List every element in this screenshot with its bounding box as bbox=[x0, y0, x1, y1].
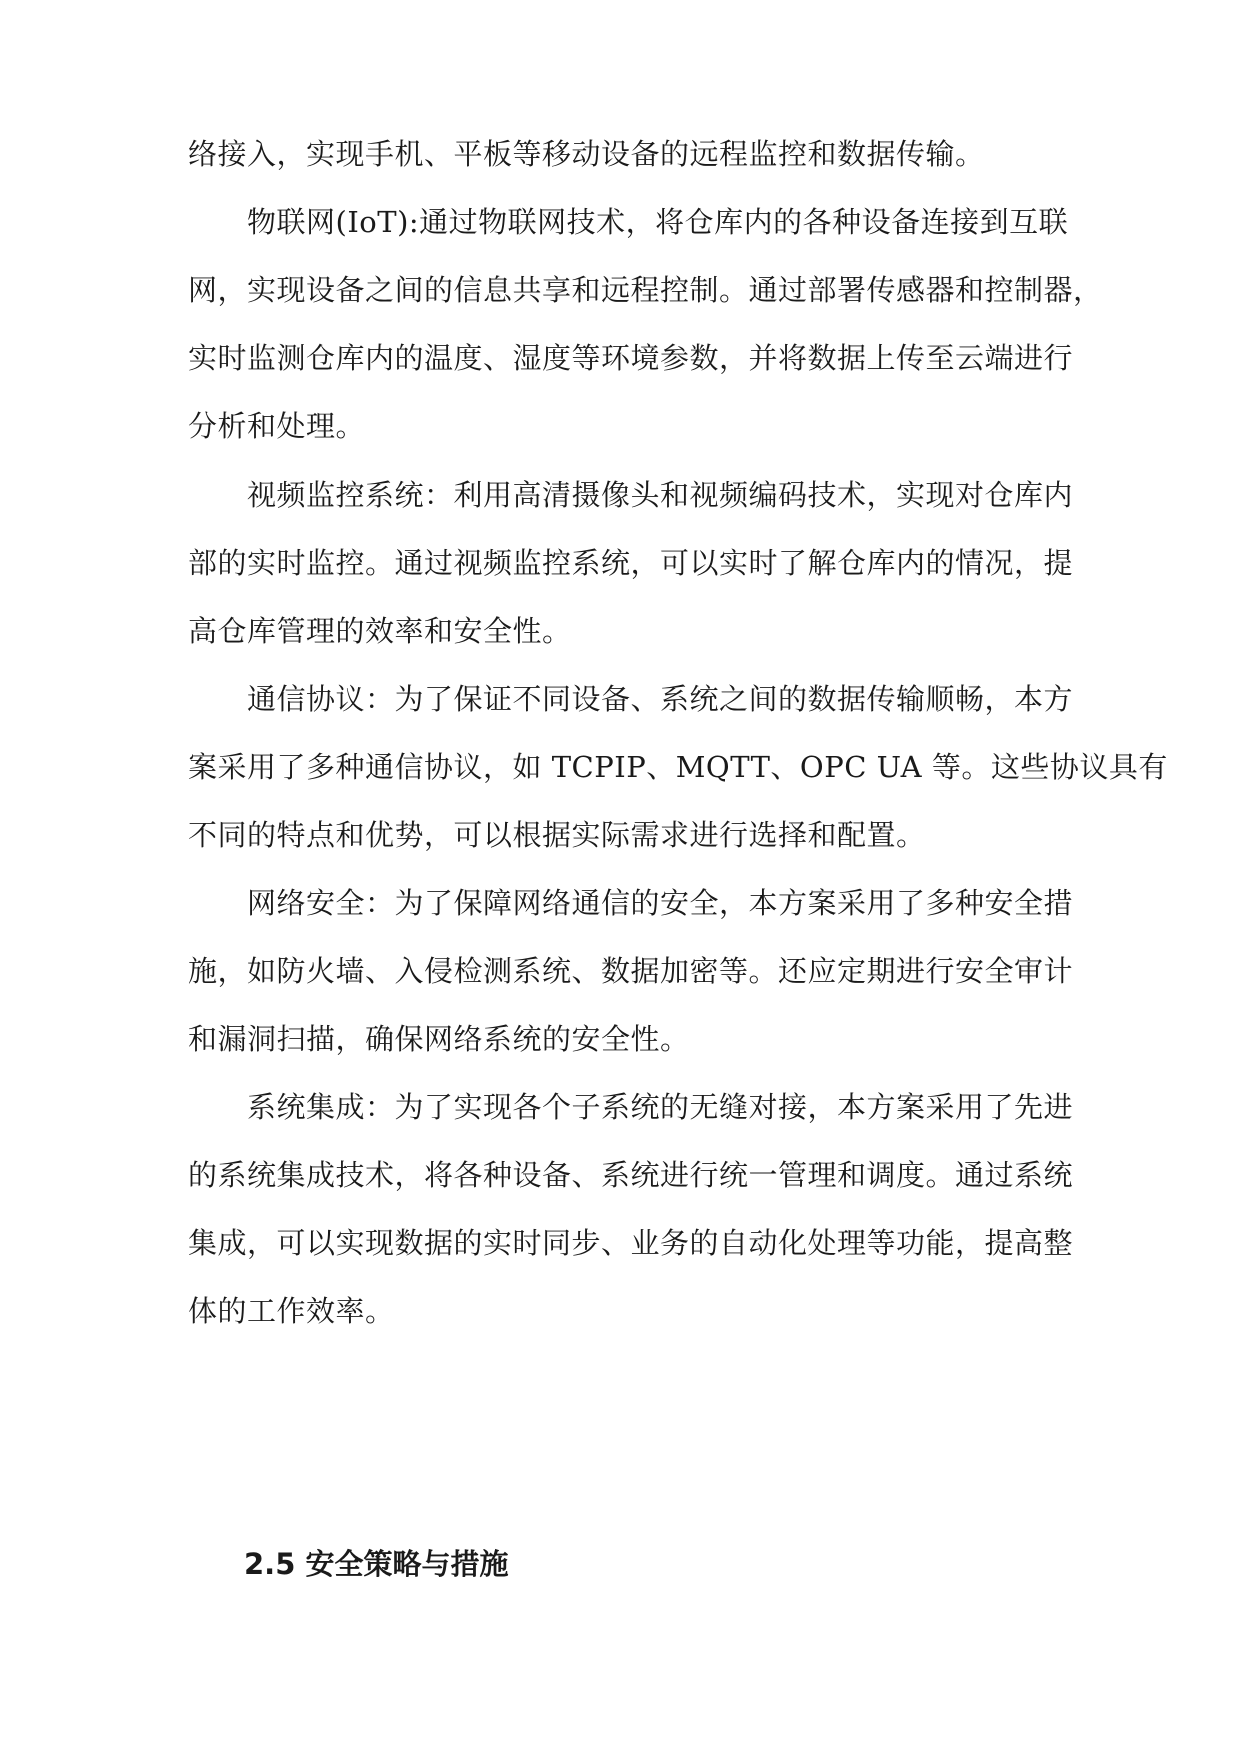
paragraph-line: 不同的特点和优势，可以根据实际需求进行选择和配置。 bbox=[188, 818, 926, 852]
paragraph-line: 网，实现设备之间的信息共享和远程控制。通过部署传感器和控制器， bbox=[188, 273, 1103, 307]
paragraph-line: 案采用了多种通信协议，如 TCPIP、MQTT、OPC UA 等。这些协议具有 bbox=[188, 750, 1168, 784]
paragraph-line: 高仓库管理的效率和安全性。 bbox=[188, 614, 572, 648]
paragraph-line: 物联网(IoT):通过物联网技术，将仓库内的各种设备连接到互联 bbox=[247, 205, 1069, 239]
paragraph-line: 系统集成：为了实现各个子系统的无缝对接，本方案采用了先进 bbox=[247, 1090, 1074, 1124]
paragraph-line: 体的工作效率。 bbox=[188, 1294, 395, 1328]
paragraph-line: 网络安全：为了保障网络通信的安全，本方案采用了多种安全措 bbox=[247, 886, 1074, 920]
paragraph-line: 集成，可以实现数据的实时同步、业务的自动化处理等功能，提高整 bbox=[188, 1226, 1074, 1260]
paragraph-line: 实时监测仓库内的温度、湿度等环境参数，并将数据上传至云端进行 bbox=[188, 341, 1074, 375]
paragraph-line: 部的实时监控。通过视频监控系统，可以实时了解仓库内的情况，提 bbox=[188, 546, 1074, 580]
paragraph-line: 络接入，实现手机、平板等移动设备的远程监控和数据传输。 bbox=[188, 137, 985, 171]
paragraph-line: 施，如防火墙、入侵检测系统、数据加密等。还应定期进行安全审计 bbox=[188, 954, 1074, 988]
paragraph-line: 视频监控系统：利用高清摄像头和视频编码技术，实现对仓库内 bbox=[247, 478, 1074, 512]
paragraph-line: 的系统集成技术，将各种设备、系统进行统一管理和调度。通过系统 bbox=[188, 1158, 1074, 1192]
paragraph-line: 和漏洞扫描，确保网络系统的安全性。 bbox=[188, 1022, 690, 1056]
paragraph-line: 通信协议：为了保证不同设备、系统之间的数据传输顺畅，本方 bbox=[247, 682, 1074, 716]
paragraph-line: 分析和处理。 bbox=[188, 409, 366, 443]
section-heading: 2.5 安全策略与措施 bbox=[244, 1547, 509, 1581]
